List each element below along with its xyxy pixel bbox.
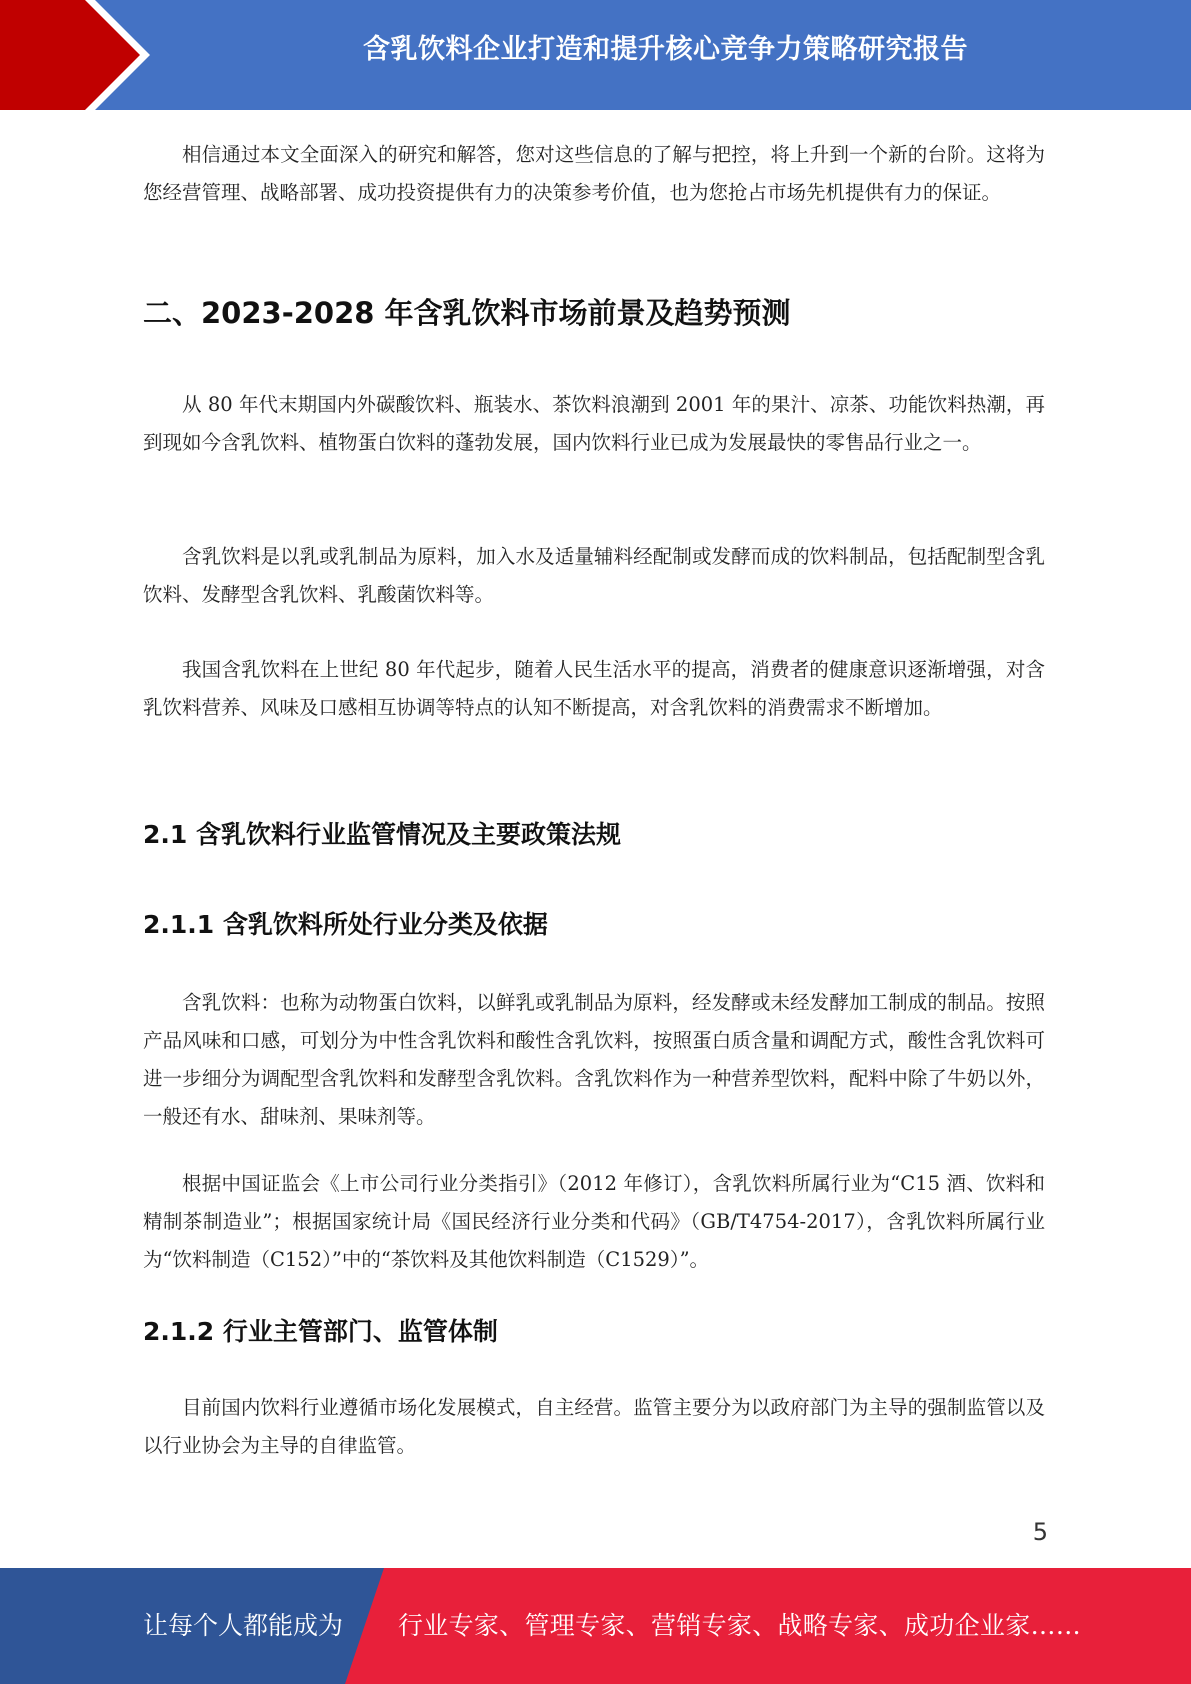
header-chevron-icon	[0, 0, 160, 110]
report-title: 含乳饮料企业打造和提升核心竞争力策略研究报告	[363, 34, 968, 65]
page-header	[0, 0, 1191, 110]
section-2-1-1-paragraph-2: 根据中国证监会《上市公司行业分类指引》（2012 年修订），含乳饮料所属行业为“C15 酒、饮料和精制茶制造业”；根据国家统计局《国民经济行业分类和代码》（GB/T4754-2017），含乳饮料所属行业为“饮料制造（C152）”中的“茶饮料及其他饮料制造（C1529）”。	[143, 1172, 1045, 1271]
section-2-1-2-paragraph-1: 目前国内饮料行业遵循市场化发展模式，自主经营。监管主要分为以政府部门为主导的强制监管以及以行业协会为主导的自律监管。	[143, 1396, 1045, 1457]
intro-paragraph: 相信通过本文全面深入的研究和解答，您对这些信息的了解与把控，将上升到一个新的台阶。这将为您经营管理、战略部署、成功投资提供有力的决策参考价值，也为您抢占市场先机提供有力的保证。	[143, 143, 1045, 204]
page-footer	[0, 1568, 1191, 1684]
section-heading-2-1-2: 2.1.2 行业主管部门、监管体制	[143, 1317, 498, 1346]
section-heading-2: 二、2023-2028 年含乳饮料市场前景及趋势预测	[143, 296, 791, 330]
section-2-paragraph-2: 含乳饮料是以乳或乳制品为原料，加入水及适量辅料经配制或发酵而成的饮料制品，包括配制型含乳饮料、发酵型含乳饮料、乳酸菌饮料等。	[143, 545, 1045, 606]
page-number: 5	[1032, 1518, 1048, 1546]
section-2-paragraph-3: 我国含乳饮料在上世纪 80 年代起步，随着人民生活水平的提高，消费者的健康意识逐渐增强，对含乳饮料营养、风味及口感相互协调等特点的认知不断提高，对含乳饮料的消费需求不断增加。	[143, 658, 1045, 719]
footer-slogan-right: 行业专家、管理专家、营销专家、战略专家、成功企业家……	[398, 1611, 1082, 1640]
section-heading-2-1: 2.1 含乳饮料行业监管情况及主要政策法规	[143, 820, 621, 849]
footer-slogan-left: 让每个人都能成为	[143, 1611, 344, 1640]
section-2-paragraph-1: 从 80 年代末期国内外碳酸饮料、瓶装水、茶饮料浪潮到 2001 年的果汁、凉茶、功能饮料热潮，再到现如今含乳饮料、植物蛋白饮料的蓬勃发展，国内饮料行业已成为发展最快的零售品行业之一。	[143, 393, 1045, 454]
section-heading-2-1-1: 2.1.1 含乳饮料所处行业分类及依据	[143, 910, 548, 939]
section-2-1-1-paragraph-1: 含乳饮料：也称为动物蛋白饮料，以鲜乳或乳制品为原料，经发酵或未经发酵加工制成的制品。按照产品风味和口感，可划分为中性含乳饮料和酸性含乳饮料，按照蛋白质含量和调配方式，酸性含乳饮料可进一步细分为调配型含乳饮料和发酵型含乳饮料。含乳饮料作为一种营养型饮料，配料中除了牛奶以外，一般还有水、甜味剂、果味剂等。	[143, 991, 1045, 1128]
